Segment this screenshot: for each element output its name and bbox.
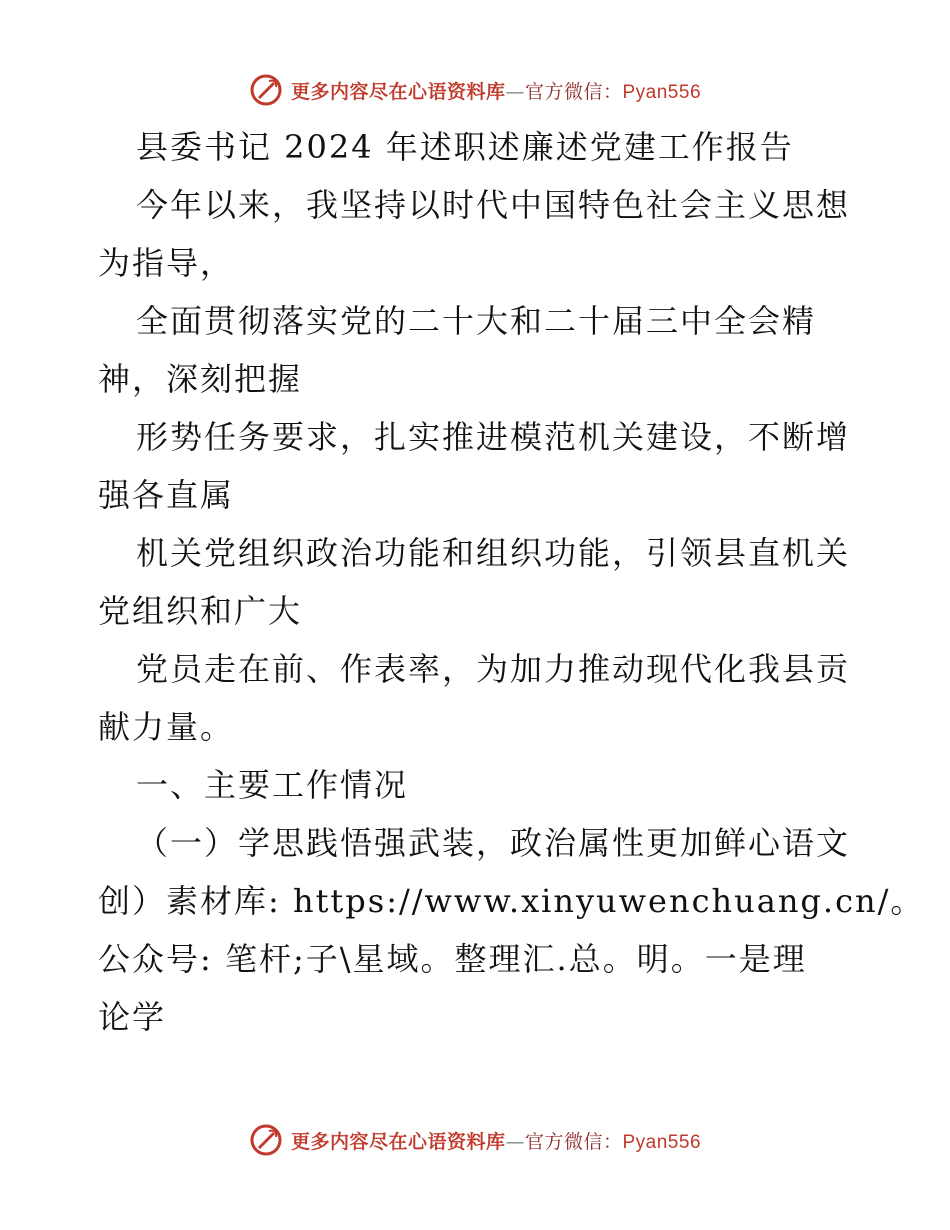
paragraph-line: 今年以来，我坚持以时代中国特色社会主义思想 <box>136 186 851 224</box>
watermark-main: 更多内容尽在心语资料库 <box>290 80 506 103</box>
paragraph-line: 强各直属 <box>98 476 235 514</box>
watermark-id: Pyan556 <box>622 81 702 103</box>
paragraph-line: 创）素材库: https://www.xinyuwenchuang.cn/。 <box>98 882 925 920</box>
paragraph-line: 献力量。 <box>98 708 235 746</box>
watermark-text <box>291 1127 701 1154</box>
paragraph-line: 党员走在前、作表率，为加力推动现代化我县贡 <box>136 650 851 688</box>
section-heading: 一、主要工作情况 <box>136 766 409 804</box>
watermark-official: 官方微信： <box>524 80 623 103</box>
quill-logo-icon <box>249 73 283 107</box>
document-body <box>98 118 925 1046</box>
watermark-main: 更多内容尽在心语资料库 <box>290 1130 506 1153</box>
watermark-official: 官方微信： <box>524 1130 623 1153</box>
footer-watermark <box>0 1120 950 1160</box>
paragraph-line: 全面贯彻落实党的二十大和二十届三中全会精 <box>136 302 817 340</box>
watermark-separator: — <box>505 1130 525 1153</box>
subsection-heading: （一）学思践悟强武装，政治属性更加鲜心语文 <box>136 824 851 862</box>
paragraph-line: 形势任务要求，扎实推进模范机关建设，不断增 <box>136 418 851 456</box>
paragraph-line: 论学 <box>98 998 167 1036</box>
watermark-text <box>291 77 701 104</box>
doc-title: 县委书记 2024 年述职述廉述党建工作报告 <box>136 128 794 166</box>
watermark-id: Pyan556 <box>622 1131 702 1153</box>
watermark-separator: — <box>505 80 525 103</box>
quill-logo-icon <box>249 1123 283 1157</box>
paragraph-line: 公众号: 笔杆;子\星域。整理汇.总。明。一是理 <box>98 940 807 978</box>
paragraph-line: 神，深刻把握 <box>98 360 303 398</box>
paragraph-line: 机关党组织政治功能和组织功能，引领县直机关 <box>136 534 851 572</box>
paragraph-line: 党组织和广大 <box>98 592 303 630</box>
header-watermark <box>0 70 950 110</box>
paragraph-line: 为指导， <box>98 244 235 282</box>
